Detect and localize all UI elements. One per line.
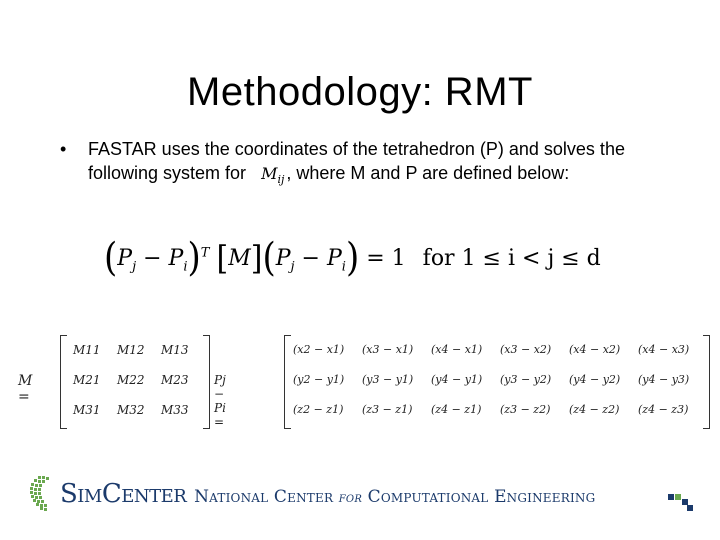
p-cell: (y4 − y3) [638,373,690,386]
simcenter-logo-icon [28,476,54,517]
eq-minus: − [143,246,162,271]
p-cell: (x3 − x1) [362,343,414,356]
decorative-squares-icon [668,494,694,517]
p-cell: (y3 − y2) [500,373,552,386]
brand-name: SimCenter [60,479,187,509]
m-cell: M21 [73,373,101,387]
eq-minus-2: − [301,246,320,271]
p-cell: (z4 − z3) [638,403,689,416]
eq-p-j: P [117,246,133,271]
slide-title: Methodology: RMT [187,70,533,114]
p-matrix-label: Pj − Pi = [214,373,226,429]
p-cell: (z4 − z2) [569,403,620,416]
p-cell: (x4 − x2) [569,343,621,356]
p-cell: (z3 − z1) [362,403,413,416]
bullet-text-part-a: FASTAR uses the coordinates of the tetrahedron (P) and solves the following system for [88,139,625,183]
eq-p-i-2: P [326,246,342,271]
m-cell: M13 [161,343,189,357]
p-cell: (x2 − x1) [293,343,345,356]
p-cell: (y3 − y1) [362,373,414,386]
m-cell: M32 [117,403,145,417]
m-matrix [60,335,210,429]
variable-mij-sub: ij [277,173,285,187]
eq-p-i: P [168,246,184,271]
m-cell: M23 [161,373,189,387]
p-matrix [284,335,710,429]
m-cell: M31 [73,403,101,417]
bullet-text [88,137,698,192]
p-cell: (y2 − y1) [293,373,345,386]
paren-close-2: ) [345,235,360,281]
m-cell: M11 [73,343,101,357]
m-cell: M33 [161,403,189,417]
m-cell: M22 [117,373,145,387]
eq-m: M [228,246,251,271]
eq-rhs: = 1 [366,246,406,271]
eq-sub-i: i [183,259,188,275]
p-cell: (z3 − z2) [500,403,551,416]
m-matrix-label: M = [18,373,33,405]
m-cell: M12 [117,343,145,357]
eq-transpose: T [200,245,210,261]
bracket-open: [ [216,239,229,278]
simcenter-wordmark [60,479,595,509]
brand-tagline [194,487,595,507]
brand-tagline-a: National Center [194,487,339,507]
brand-tagline-for: for [338,490,363,506]
eq-sub-j-2: j [290,259,295,275]
p-cell: (z4 − z1) [431,403,482,416]
p-cell: (y4 − y1) [431,373,483,386]
paren-open-2: ( [262,235,276,281]
eq-sub-j: j [132,259,137,275]
paren-open: ( [104,235,118,281]
eq-sub-i-2: i [341,259,346,275]
brand-tagline-b: Computational Engineering [362,487,596,507]
p-cell: (x3 − x2) [500,343,552,356]
p-cell: (z2 − z1) [293,403,344,416]
main-equation [104,235,601,281]
eq-condition: for 1 ≤ i < j ≤ d [422,246,601,271]
bullet-text-part-b: , where M and P are defined below: [286,163,570,183]
paren-close: ) [187,235,201,281]
bullet-marker: • [60,139,67,159]
variable-mij-base: M [261,164,278,183]
p-cell: (x4 − x3) [638,343,690,356]
p-cell: (y4 − y2) [569,373,621,386]
eq-p-j-2: P [275,246,291,271]
bracket-close: ] [250,239,263,278]
variable-mij [261,164,285,187]
p-cell: (x4 − x1) [431,343,483,356]
